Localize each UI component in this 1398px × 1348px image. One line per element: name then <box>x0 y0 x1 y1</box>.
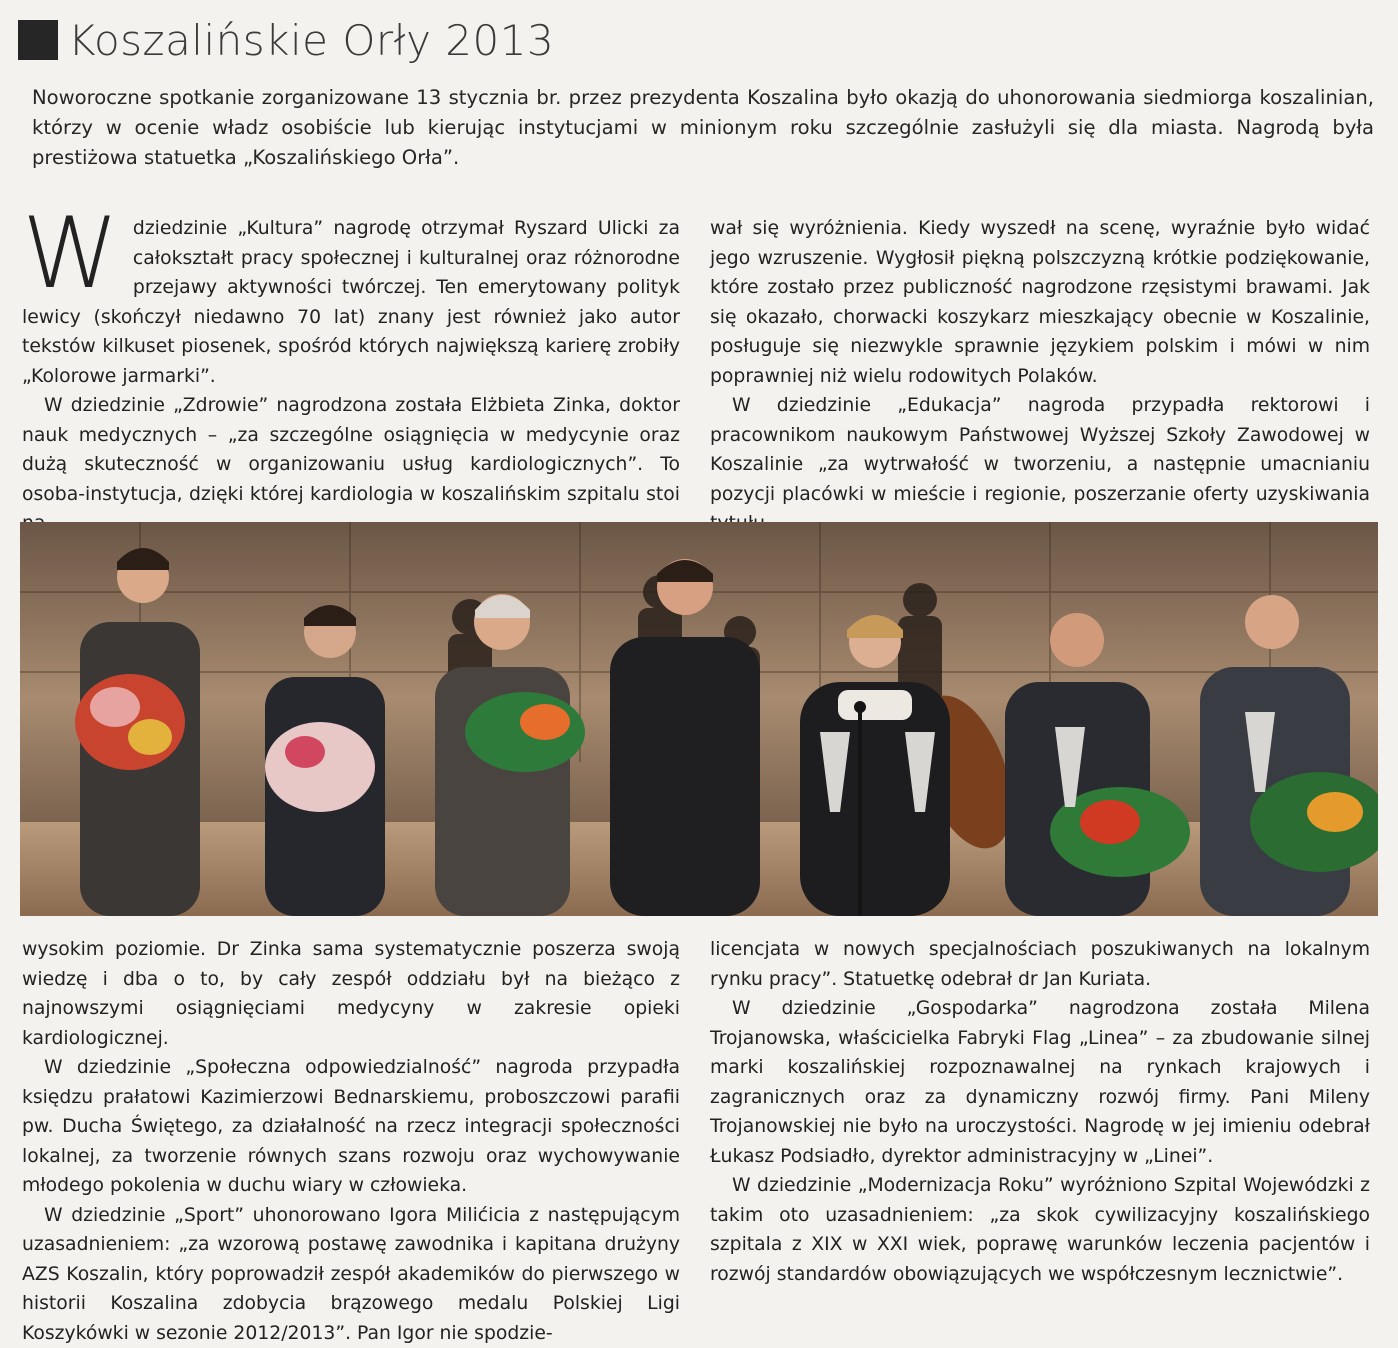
paragraph-zdrowie: W dziedzinie „Zdrowie” nagrodzona została Elżbieta Zinka, doktor nauk medycznych – „za szczególne osiągnięcia w medycynie oraz dużą skuteczność w organizowaniu usług kardiologicznych”. To osoba-instytucja, dzięki której kardiologia w koszalińskim szpitalu stoi <box>22 391 680 539</box>
paragraph-sport-continued: wał się wyróżnienia. Kiedy wyszedł na scenę, wyraźnie było widać jego wzruszenie. Wygłosił piękną polszczyzną krótkie podziękowanie, które zostało przez publiczność nagrodzone rzęsistymi brawami. Jak się okazało, chorwacki koszykarz mieszkający obecnie w Koszalinie, posługuje się niezwykle sprawnie językiem polskim i mówi w nim poprawniej niż wielu rodowitych Polaków. <box>710 214 1370 391</box>
paragraph-spoleczna: W dziedzinie „Społeczna odpowiedzialność” nagroda przypadła księdzu prałatowi Kazimierzowi Bednarskiemu, proboszczowi parafii pw. Ducha Świętego, za działalność na rzecz integracji społeczności lokalnej, za tworzenie równych szans rozwoju oraz wychowywanie młodego pokolenia w duchu wiary w człowieka. <box>22 1053 680 1201</box>
paragraph-edukacja-continued: licencjata w nowych specjalnościach poszukiwanych na lokalnym rynku pracy”. Statuetkę odebrał dr Jan Kuriata. <box>710 935 1370 994</box>
column-bottom-right <box>710 935 1370 1289</box>
column-bottom-left <box>22 935 680 1348</box>
drop-cap: W <box>22 216 119 292</box>
column-top-right <box>710 214 1370 539</box>
paragraph-sport: W dziedzinie „Sport” uhonorowano Igora Milićicia z następującym uzasadnieniem: „za wzorową postawę zawodnika i kapitana drużyny AZS Koszalin, który poprowadził zespół akademików do pierwszego w historii Koszalina zdobycia brązowego medalu Polskiej Ligi Koszykówki w sezonie 2012/2013”. Pan Igor nie spodzie- <box>22 1201 680 1348</box>
article-title: Koszalińskie Orły 2013 <box>68 16 554 65</box>
article-lead: Noworoczne spotkanie zorganizowane 13 stycznia br. przez prezydenta Koszalina było okazją do uhonorowania siedmiorga koszalinian, którzy w ocenie władz osobiście lub kierując instytucjami w minionym roku szczególnie zasłużyli się dla miasta. Nagrodą była prestiżowa statuetka „Koszalińskiego Orła”. <box>32 83 1374 173</box>
title-marker <box>18 20 58 60</box>
article-header <box>18 12 554 68</box>
paragraph-zdrowie-continued: wysokim poziomie. Dr Zinka sama systematycznie poszerza swoją wiedzę i dba o to, by cały zespół oddziału był na bieżąco z najnowszymi osiągnięciami medycyny w zakresie opieki kardiologicznej. <box>22 935 680 1053</box>
paragraph-kultura <box>22 214 680 391</box>
paragraph-modernizacja: W dziedzinie „Modernizacja Roku” wyróżniono Szpital Wojewódzki z takim oto uzasadnieniem: „za skok cywilizacyjny koszalińskiego szpitala z XIX w XXI wiek, poprawę warunków leczenia pacjentów i rozwój standardów obowiązujących we współczesnym lecznictwie”. <box>710 1171 1370 1289</box>
paragraph-text: dziedzinie „Kultura” nagrodę otrzymał Ryszard Ulicki za całokształt pracy społecznej i kulturalnej oraz różnorodne przejawy aktywności twórczej. Ten emerytowany polityk lewicy (skończył niedawno 70 lat) znany jest również jako autor tekstów kilkuset piosenek, spośród których największą karierę zrobiły „Kolorowe jarmarki”. <box>22 218 680 387</box>
paragraph-edukacja: W dziedzinie „Edukacja” nagroda przypadła rektorowi i pracownikom naukowym Państwowej Wyższej Szkoły Zawodowej w Koszalinie „za wytrwałość w tworzeniu, a następnie umacnianiu pozycji placówki w mieście i regionie, poszerzanie oferty uzyskiwania <box>710 391 1370 539</box>
column-top-left <box>22 214 680 539</box>
paragraph-gospodarka: W dziedzinie „Gospodarka” nagrodzona została Milena Trojanowska, właścicielka Fabryki Flag „Linea” – za zbudowanie silnej marki koszalińskiej rozpoznawalnej na rynkach krajowych i zagranicznych oraz za dynamiczny rozwój firmy. Pani Mileny Trojanowskiej nie było na uroczystości. Nagrodę w jej imieniu odebrał Łukasz Podsiadło, dyrektor administracyjny w „Linei”. <box>710 994 1370 1171</box>
ceremony-photo <box>20 522 1378 916</box>
